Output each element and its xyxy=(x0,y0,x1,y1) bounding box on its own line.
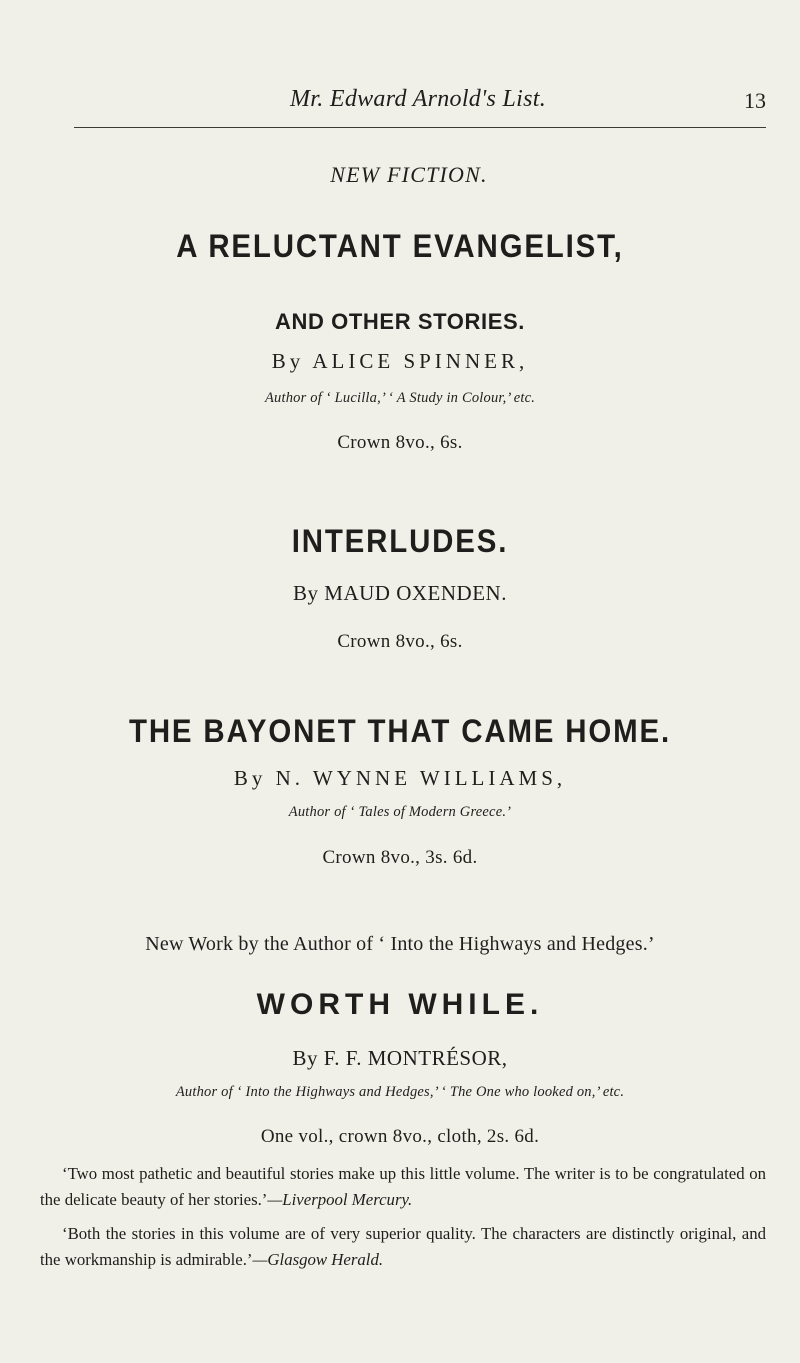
book-edition: Crown 8vo., 6s. xyxy=(337,631,463,652)
review-quote xyxy=(40,1161,766,1213)
book-author: By F. F. MONTRÉSOR, xyxy=(292,1046,508,1070)
review-text: ‘Both the stories in this volume are of very superior quality. The characters are distinctly original, and the workmanship is admirable.’ xyxy=(40,1224,766,1269)
review-quote xyxy=(40,1221,766,1273)
header-rule xyxy=(74,127,766,128)
book-subtitle: AND OTHER STORIES. xyxy=(275,309,525,334)
running-title: Mr. Edward Arnold's List. xyxy=(289,86,547,112)
book-author: By ALICE SPINNER, xyxy=(271,349,529,373)
section-heading: NEW FICTION. xyxy=(330,162,488,187)
book-author: By MAUD OXENDEN. xyxy=(293,581,507,605)
book-title: A RELUCTANT EVANGELIST, xyxy=(176,228,624,264)
book-title: WORTH WHILE. xyxy=(256,988,544,1021)
review-text: ‘Two most pathetic and beautiful stories make up this little volume. The writer is to be congratulated on the delicate beauty of her stories.’ xyxy=(40,1164,766,1209)
review-source: —Glasgow Herald. xyxy=(252,1250,384,1269)
book-title: INTERLUDES. xyxy=(291,523,509,559)
author-credit: Author of ‘ Tales of Modern Greece.’ xyxy=(288,804,512,820)
book-title: THE BAYONET THAT CAME HOME. xyxy=(129,713,671,749)
author-credit: Author of ‘ Lucilla,’ ‘ A Study in Colour,’ etc. xyxy=(264,390,536,406)
book-intro: New Work by the Author of ‘ Into the Highways and Hedges.’ xyxy=(145,933,655,955)
running-head xyxy=(70,86,766,126)
page-number: 13 xyxy=(744,88,766,113)
review-source: —Liverpool Mercury. xyxy=(267,1190,413,1209)
book-edition: Crown 8vo., 6s. xyxy=(337,432,463,453)
author-credit: Author of ‘ Into the Highways and Hedges,’ ‘ The One who looked on,’ etc. xyxy=(175,1084,625,1100)
book-edition: Crown 8vo., 3s. 6d. xyxy=(322,847,478,868)
book-edition: One vol., crown 8vo., cloth, 2s. 6d. xyxy=(260,1126,540,1147)
book-author: By N. WYNNE WILLIAMS, xyxy=(233,766,567,790)
